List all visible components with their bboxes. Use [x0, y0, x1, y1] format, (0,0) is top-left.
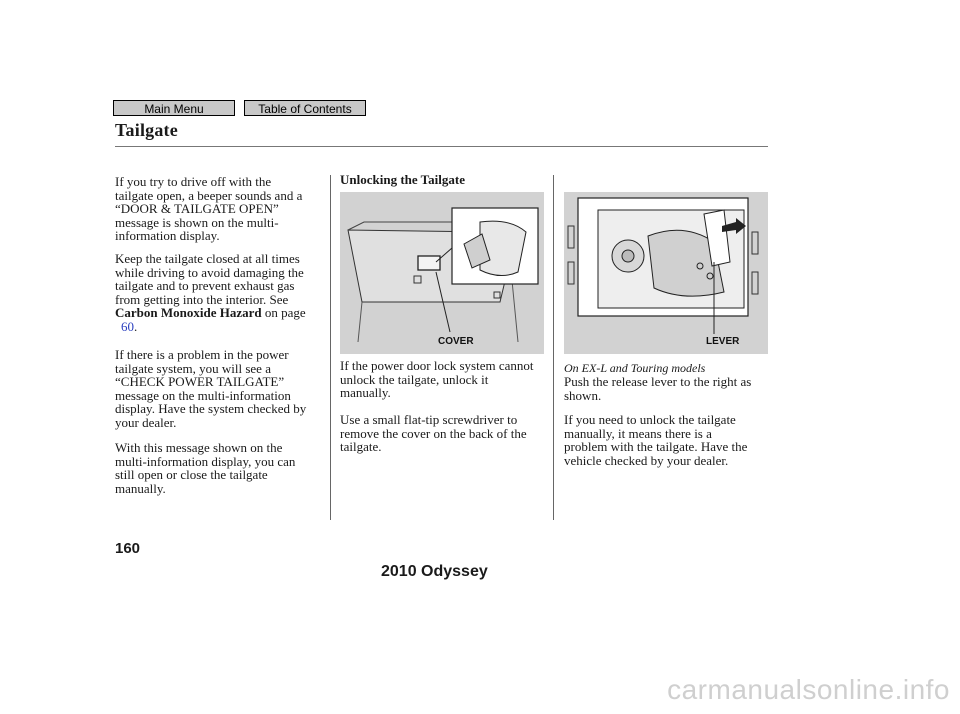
keep-closed-text: Keep the tailgate closed at all times while driving to avoid damaging the tailgate and to prevent exhaust gas from getting into the interior. See: [115, 251, 304, 307]
cover-illustration: [340, 192, 544, 354]
lever-drawing: [564, 192, 768, 354]
push-lever-paragraph: Push the release lever to the right as shown.: [564, 374, 752, 403]
dealer-check-paragraph: If you need to unlock the tailgate manually, it means there is a problem with the tailgate. Have the vehicle checked by your dealer.: [564, 412, 748, 468]
title-divider: [115, 146, 768, 147]
unlocking-tailgate-heading: Unlocking the Tailgate: [340, 172, 465, 187]
lever-label: LEVER: [706, 336, 740, 347]
model-caption: On EX-L and Touring models: [564, 361, 706, 375]
main-menu-button[interactable]: Main Menu: [113, 100, 235, 116]
page-60-link[interactable]: 60: [121, 318, 134, 334]
watermark: carmanualsonline.info: [667, 674, 950, 705]
lever-illustration: [564, 192, 768, 354]
carbon-monoxide-reference: Carbon Monoxide Hazard: [115, 305, 262, 321]
column-divider-right: [553, 175, 554, 520]
unlock-manually-paragraph: If the power door lock system cannot unlock the tailgate, unlock it manually.: [340, 358, 534, 401]
page-title: Tailgate: [115, 120, 178, 140]
page-number: 160: [115, 540, 141, 557]
manual-operation-paragraph: With this message shown on the multi-information display, you can still open or close the tailgate manually.: [115, 440, 296, 496]
period-text: .: [134, 318, 138, 334]
beeper-warning-paragraph: If you try to drive off with the tailgate open, a beeper sounds and a “DOOR & TAILGATE OPEN” message is shown on the multi- information display.: [115, 174, 303, 244]
screwdriver-paragraph: Use a small flat-tip screwdriver to remove the cover on the back of the tailgate.: [340, 412, 527, 455]
cover-label: COVER: [438, 336, 474, 347]
cover-drawing: [340, 192, 544, 354]
column-divider-left: [330, 175, 331, 520]
table-of-contents-button[interactable]: Table of Contents: [244, 100, 366, 116]
on-page-text: on page: [261, 305, 306, 321]
keep-closed-paragraph: [115, 252, 325, 334]
footer-title: 2010 Odyssey: [381, 563, 488, 580]
check-power-tailgate-paragraph: If there is a problem in the power tailgate system, you will see a “CHECK POWER TAILGATE” message on the multi-information display. Have the system checked by your dealer.: [115, 347, 307, 430]
